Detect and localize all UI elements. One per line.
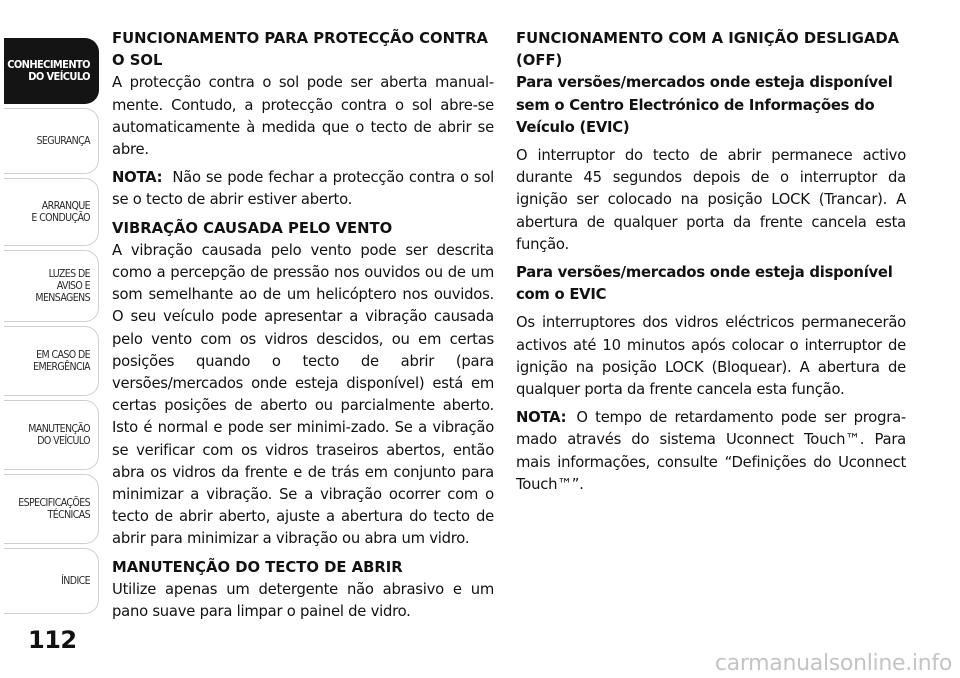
paragraph-with-evic: Os interruptores dos vidros eléctricos permanecerão activos até 10 minutos após colocar o interruptor de ignição na posição LOCK (Bloquear). A abertura de qualquer porta da frente cancela esta função. xyxy=(516,314,906,399)
tab-label: EM CASO DE EMERGÊNCIA xyxy=(33,349,90,373)
tab-conhecimento-do-veiculo[interactable] xyxy=(4,38,99,104)
note-label: NOTA: xyxy=(516,409,567,427)
section-heading-ignition-off: FUNCIONAMENTO COM A IGNIÇÃO DESLIGADA (OFF) xyxy=(516,30,900,70)
paragraph-sun-shade: A protecção contra o sol pode ser aberta manual-mente. Contudo, a protecção contra o sol abre-se automaticamente à medida que o tecto de abrir se abre. xyxy=(112,74,494,159)
note-text: Não se pode fechar a protecção contra o sol se o tecto de abrir estiver aberto. xyxy=(112,169,494,209)
tab-label: ARRANQUE E CONDUÇÃO xyxy=(31,200,90,224)
section-heading-sun-shade: FUNCIONAMENTO PARA PROTECÇÃO CONTRA O SOL xyxy=(112,30,488,70)
note-label: NOTA: xyxy=(112,169,163,187)
paragraph-sunroof-maintenance: Utilize apenas um detergente não abrasivo e um pano suave para limpar o painel de vidro. xyxy=(112,580,494,621)
tab-especificacoes-tecnicas[interactable] xyxy=(4,474,99,544)
left-column xyxy=(112,28,494,629)
note-sun-shade xyxy=(112,167,494,211)
tab-label: SEGURANÇA xyxy=(36,135,90,147)
chapter-tabs xyxy=(0,0,101,678)
subheading-without-evic: Para versões/mercados onde esteja disponível sem o Centro Electrónico de Informações do Veículo (EVIC) xyxy=(516,74,893,136)
watermark: carmanualsonline.info xyxy=(714,651,952,676)
tab-em-caso-de-emergencia[interactable] xyxy=(4,326,99,396)
subheading-with-evic: Para versões/mercados onde esteja disponível com o EVIC xyxy=(516,264,893,304)
tab-seguranca[interactable] xyxy=(4,108,99,174)
paragraph-without-evic: O interruptor do tecto de abrir permanece activo durante 45 segundos depois de o interruptor da ignição ser colocado na posição LOCK (Trancar). A abertura de qualquer porta da frente cancela esta função. xyxy=(516,147,906,253)
section-heading-wind-buffeting: VIBRAÇÃO CAUSADA PELO VENTO xyxy=(112,219,393,237)
tab-label: MANUTENÇÃO DO VEÍCULO xyxy=(28,423,90,447)
note-delay xyxy=(516,407,906,496)
paragraph-wind-buffeting: A vibração causada pelo vento pode ser descrita como a percepção de pressão nos ouvidos ou de um som semelhante ao de um helicóptero nos ouvidos. O seu veículo pode apresentar a vibração causada pelo vento com os vidros descidos, ou em certas posições quando o tecto de abrir (para versões/mercados onde esteja disponível) está em certas posições de aberto ou parcialmente aberto. Isto é normal e pode ser minimi-zado. Se a vibração se verificar com os vidros traseiros abertos, então abra os vidros da frente e de trás em conjunto para minimizar a vibração. Se a vibração ocorrer com o tecto de abrir aberto, ajuste a abertura do tecto de abrir para minimizar a vibração ou abra um vidro. xyxy=(112,241,494,548)
tab-label: LUZES DE AVISO E MENSAGENS xyxy=(35,268,90,304)
tab-label: CONHECIMENTO DO VEÍCULO xyxy=(7,58,90,83)
tab-arranque-e-conducao[interactable] xyxy=(4,178,99,246)
tab-manutencao-do-veiculo[interactable] xyxy=(4,400,99,470)
section-heading-sunroof-maintenance: MANUTENÇÃO DO TECTO DE ABRIR xyxy=(112,558,403,576)
right-column xyxy=(516,28,906,502)
tab-luzes-de-aviso[interactable] xyxy=(4,250,99,322)
tab-indice[interactable] xyxy=(4,548,99,614)
tab-label: ÍNDICE xyxy=(61,575,90,587)
tab-label: ESPECIFICAÇÕES TÉCNICAS xyxy=(18,497,90,521)
note-text: O tempo de retardamento pode ser progra-mado através do sistema Uconnect Touch™. Para mais informações, consulte “Definições do Uconnect Touch™”. xyxy=(516,409,906,493)
page-number: 112 xyxy=(28,626,77,654)
